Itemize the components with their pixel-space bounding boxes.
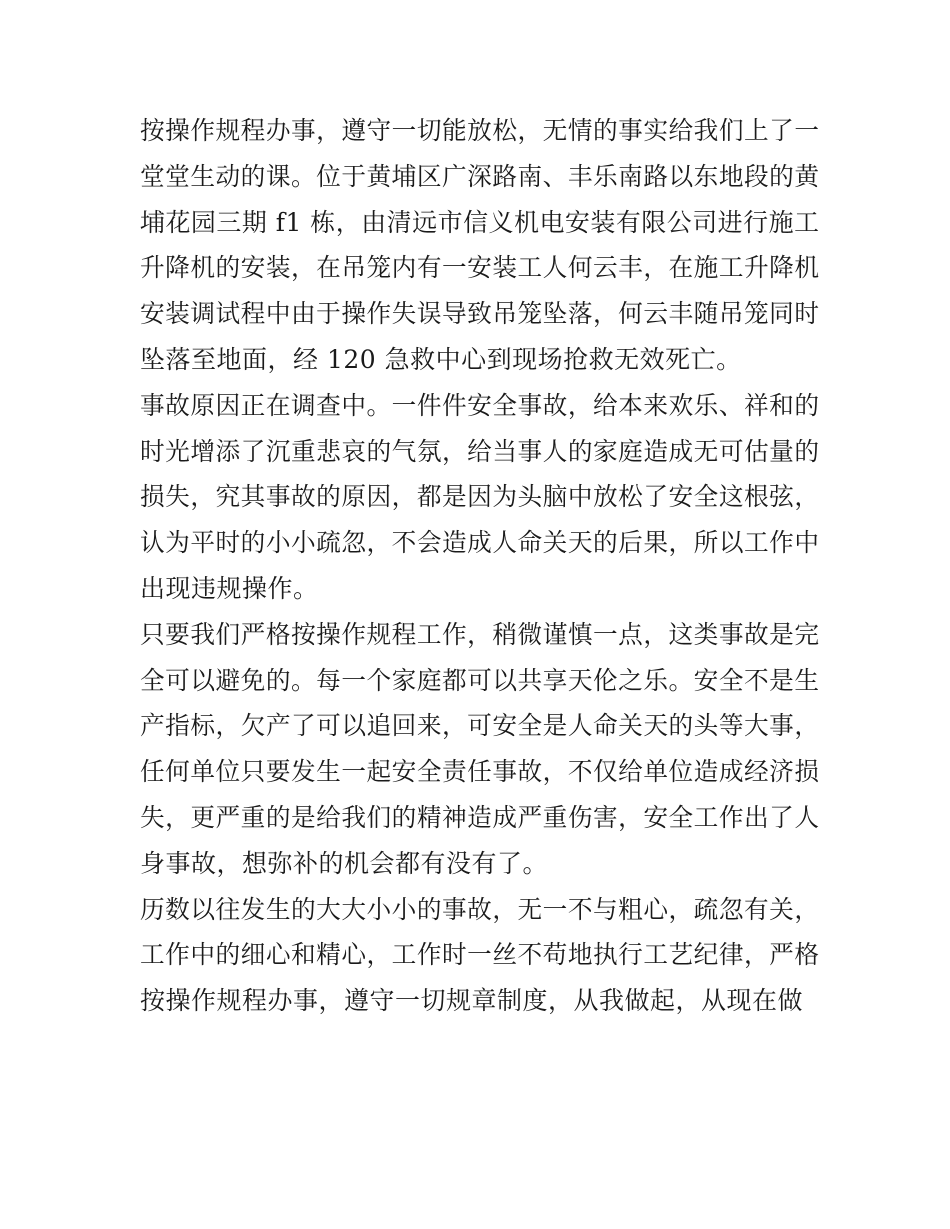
text-line: 安装调试程中由于操作失误导致吊笼坠落，何云丰随吊笼同时: [140, 299, 820, 329]
text-line: 升降机的安装，在吊笼内有一安装工人何云丰，在施工升降机: [140, 253, 820, 283]
text-line: 工作中的细心和精心，工作时一丝不苟地执行工艺纪律，严格: [140, 940, 820, 970]
text-line: 时光增添了沉重悲哀的气氛，给当事人的家庭造成无可估量的: [140, 436, 820, 466]
text-line: 事故原因正在调查中。一件件安全事故，给本来欢乐、祥和的: [140, 390, 820, 420]
text-line: 身事故，想弥补的机会都有没有了。: [140, 848, 549, 878]
text-line: 堂堂生动的课。位于黄埔区广深路南、丰乐南路以东地段的黄: [140, 161, 820, 191]
text-line: 历数以往发生的大大小小的事故，无一不与粗心，疏忽有关，: [140, 894, 820, 924]
text-line: 损失，究其事故的原因，都是因为头脑中放松了安全这根弦，: [140, 482, 820, 512]
text-line: 坠落至地面，经 120 急救中心到现场抢救无效死亡。: [140, 344, 742, 374]
text-line: 认为平时的小小疏忽，不会造成人命关天的后果，所以工作中: [140, 528, 820, 558]
text-line: 失，更严重的是给我们的精神造成严重伤害，安全工作出了人: [140, 802, 820, 832]
text-line: 出现违规操作。: [140, 573, 319, 603]
text-line: 只要我们严格按操作规程工作，稍微谨慎一点，这类事故是完: [140, 619, 820, 649]
text-line: 埔花园三期 f1 栋，由清远市信义机电安装有限公司进行施工: [140, 207, 820, 237]
text-line: 全可以避免的。每一个家庭都可以共享天伦之乐。安全不是生: [140, 665, 820, 695]
text-line: 按操作规程办事，遵守一切能放松，无情的事实给我们上了一: [140, 116, 820, 145]
text-line: 任何单位只要发生一起安全责任事故，不仅给单位造成经济损: [140, 757, 820, 787]
body-text: [140, 108, 820, 1024]
text-line: 按操作规程办事，遵守一切规章制度，从我做起，从现在做: [140, 986, 804, 1016]
text-line: 产指标，欠产了可以追回来，可安全是人命关天的头等大事，: [140, 711, 820, 741]
